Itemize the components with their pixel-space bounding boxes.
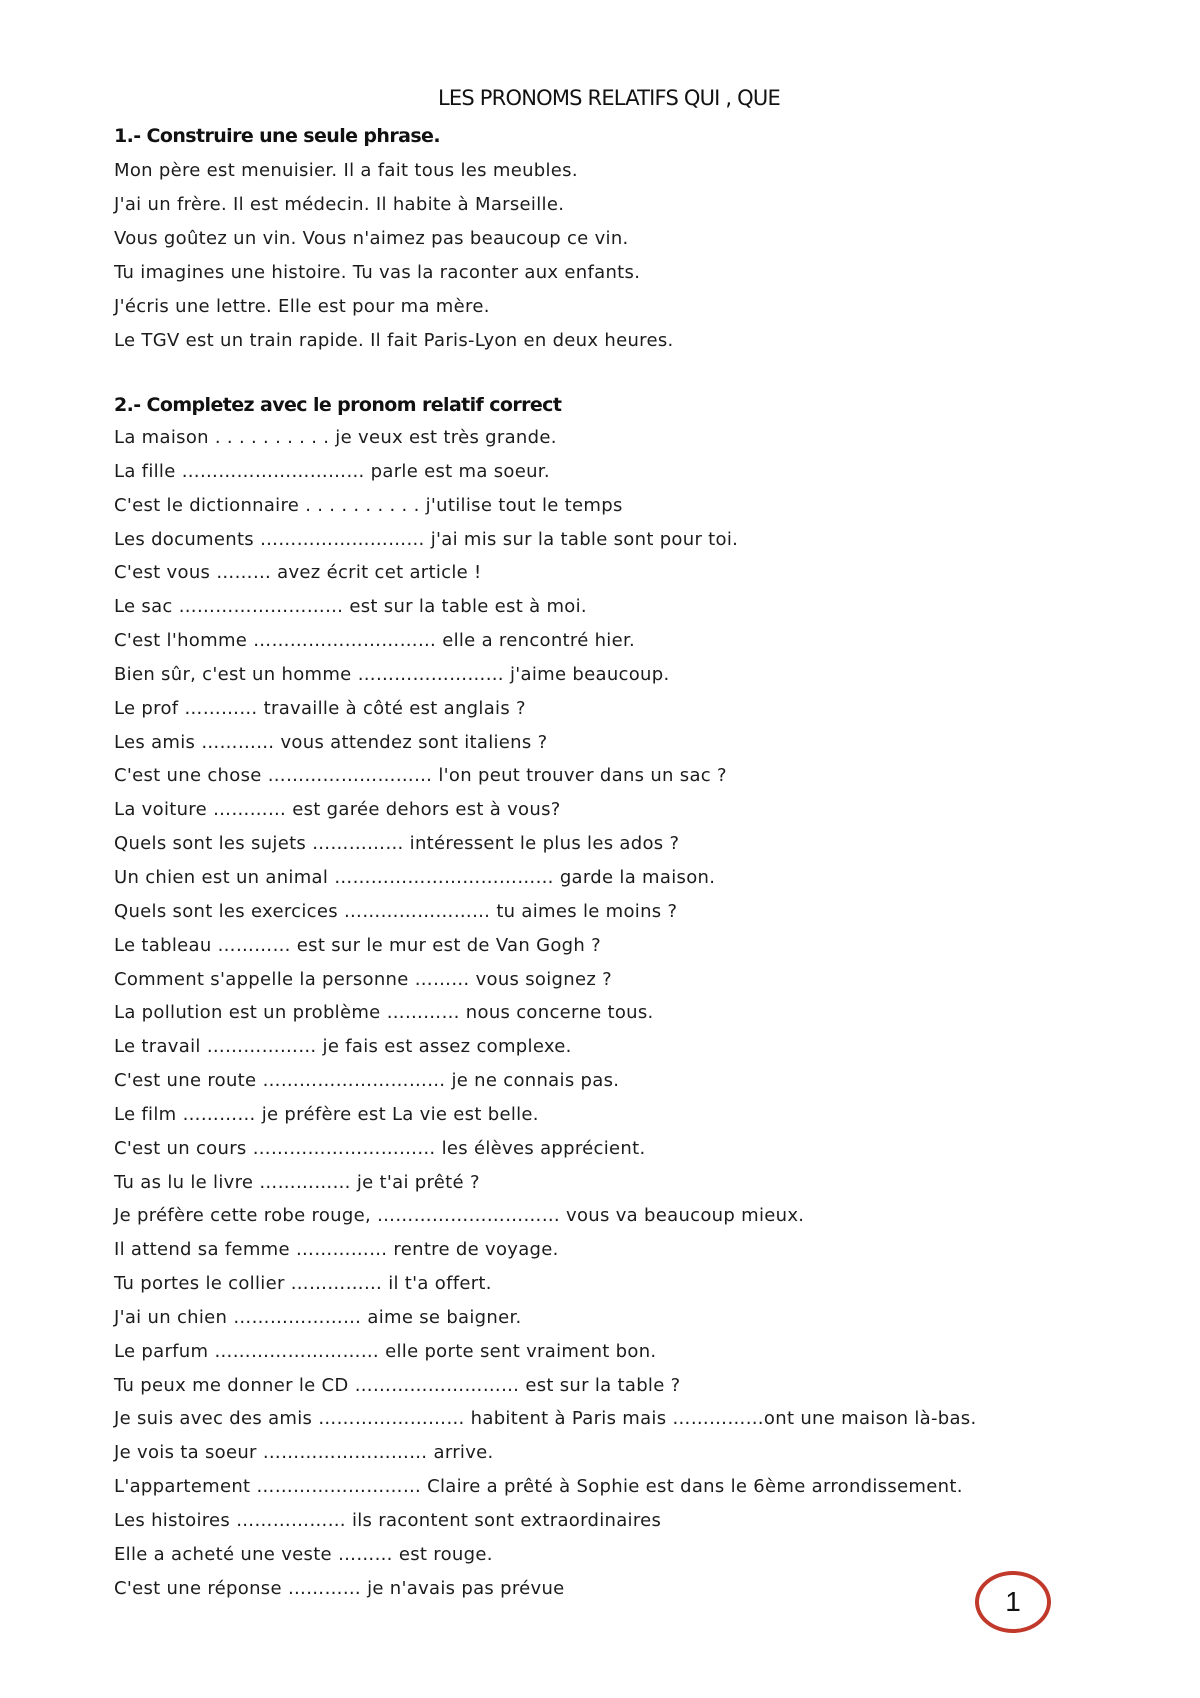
section1-heading: 1.- Construire une seule phrase. [114, 125, 440, 147]
exercise-line: Tu as lu le livre …………… je t'ai prêté ? [114, 1171, 480, 1193]
exercise-line: C'est une chose ……………………… l'on peut trouver dans un sac ? [114, 765, 727, 787]
exercise-line: Comment s'appelle la personne ……… vous soignez ? [114, 968, 612, 990]
exercise-line: J'ai un chien ………………… aime se baigner. [114, 1306, 522, 1328]
exercise-line: Elle a acheté une veste ……… est rouge. [114, 1543, 493, 1565]
exercise-line: La pollution est un problème ………… nous concerne tous. [114, 1002, 654, 1024]
exercise-line: Les histoires ……………… ils racontent sont extraordinaires [114, 1510, 662, 1531]
exercise-line: La voiture ………… est garée dehors est à vous? [114, 799, 561, 821]
page-number-badge [975, 1571, 1051, 1633]
exercise-line: Bien sûr, c'est un homme …………………… j'aime beaucoup. [114, 663, 670, 685]
sentence-line: Vous goûtez un vin. Vous n'aimez pas beaucoup ce vin. [114, 228, 629, 249]
exercise-line: Quels sont les sujets …………… intéressent le plus les ados ? [114, 833, 680, 855]
exercise-line: C'est le dictionnaire . . . . . . . . . . j'utilise tout le temps [114, 494, 623, 516]
exercise-line: C'est l'homme ………………………… elle a rencontré hier. [114, 630, 636, 652]
exercise-line: Le film ………… je préfère est La vie est belle. [114, 1103, 539, 1125]
exercise-line: Je vois ta soeur ……………………… arrive. [114, 1442, 494, 1464]
exercise-line: Un chien est un animal ……………………………… garde la maison. [114, 866, 716, 888]
exercise-line: Quels sont les exercices …………………… tu aimes le moins ? [114, 900, 678, 922]
exercise-line: Il attend sa femme …………… rentre de voyage. [114, 1239, 559, 1261]
sentence-line: J'écris une lettre. Elle est pour ma mère. [114, 296, 490, 317]
exercise-line: C'est vous ……… avez écrit cet article ! [114, 562, 482, 584]
sentence-line: Le TGV est un train rapide. Il fait Paris-Lyon en deux heures. [114, 330, 674, 351]
exercise-line: C'est une réponse ………… je n'avais pas prévue [114, 1577, 565, 1599]
section1-sentence-list [114, 154, 1114, 358]
page-title: LES PRONOMS RELATIFS QUI , QUE [438, 86, 780, 110]
exercise-line: La maison . . . . . . . . . . je veux est très grande. [114, 427, 557, 448]
exercise-line: Le travail ……………… je fais est assez complexe. [114, 1036, 572, 1058]
exercise-line: C'est un cours ………………………… les élèves apprécient. [114, 1137, 646, 1159]
sentence-line: Tu imagines une histoire. Tu vas la raconter aux enfants. [114, 262, 641, 283]
exercise-line: Je suis avec des amis …………………… habitent à Paris mais ……………ont une maison là-bas. [114, 1408, 977, 1430]
exercise-line: Le parfum ……………………… elle porte sent vraiment bon. [114, 1340, 657, 1362]
exercise-line: Les amis ………… vous attendez sont italiens ? [114, 731, 548, 753]
exercise-line: Tu portes le collier …………… il t'a offert. [114, 1273, 492, 1295]
exercise-line: Le sac ……………………… est sur la table est à moi. [114, 596, 587, 618]
section2-exercise-list [114, 421, 1114, 1606]
exercise-line: L'appartement ……………………… Claire a prêté à Sophie est dans le 6ème arrondissement. [114, 1476, 963, 1498]
exercise-line: La fille ………………………… parle est ma soeur. [114, 460, 550, 482]
sentence-line: Mon père est menuisier. Il a fait tous les meubles. [114, 160, 578, 181]
exercise-line: Le prof ………… travaille à côté est anglais ? [114, 697, 526, 719]
exercise-line: Le tableau ………… est sur le mur est de Van Gogh ? [114, 934, 601, 956]
page-number: 1 [1005, 1586, 1021, 1617]
exercise-line: Tu peux me donner le CD ……………………… est sur la table ? [114, 1374, 681, 1396]
exercise-line: C'est une route ………………………… je ne connais pas. [114, 1070, 620, 1092]
exercise-line: Les documents ……………………… j'ai mis sur la table sont pour toi. [114, 528, 739, 550]
sentence-line: J'ai un frère. Il est médecin. Il habite à Marseille. [114, 194, 565, 215]
exercise-line: Je préfère cette robe rouge, ………………………… vous va beaucoup mieux. [114, 1205, 805, 1227]
section2-heading: 2.- Completez avec le pronom relatif correct [114, 394, 562, 416]
